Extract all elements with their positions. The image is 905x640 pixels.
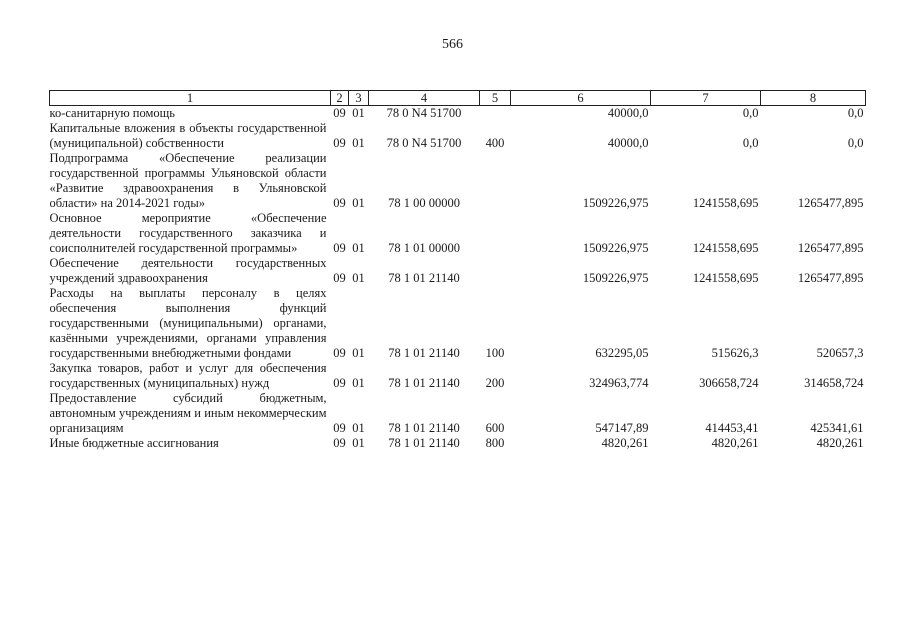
row-name: Закупка товаров, работ и услуг для обеспечения государственных (муниципальных) нужд (49, 361, 327, 390)
row-name: Расходы на выплаты персоналу в целях обеспечения выполнения функций государственными (муниципальными) органами, казёнными учреждениями, органами управления государственными внебюджетными фондами (49, 286, 327, 360)
row-expense-type: 400 (485, 136, 505, 150)
row-section: 09 (333, 436, 346, 450)
table-row (50, 106, 866, 122)
table-row (50, 391, 866, 436)
row-target-code: 78 0 N4 51700 (386, 106, 462, 120)
row-subsection: 01 (352, 136, 365, 150)
row-amount-col7: 1241558,695 (692, 196, 759, 210)
row-section: 09 (333, 346, 346, 360)
table-row (50, 211, 866, 256)
row-subsection: 01 (352, 421, 365, 435)
table-row (50, 256, 866, 286)
header-row (50, 91, 866, 106)
row-amount-col8: 520657,3 (816, 346, 864, 360)
row-amount-col8: 1265477,895 (797, 241, 864, 255)
row-subsection: 01 (352, 241, 365, 255)
row-amount-col7: 0,0 (742, 136, 759, 150)
row-amount-col8: 0,0 (847, 136, 864, 150)
header-col-8: 8 (761, 91, 866, 106)
row-expense-type (480, 256, 511, 286)
row-expense-type: 200 (485, 376, 505, 390)
row-section: 09 (333, 196, 346, 210)
row-subsection: 01 (352, 346, 365, 360)
row-section: 09 (333, 106, 346, 120)
row-amount-col6: 40000,0 (607, 136, 649, 150)
row-target-code: 78 1 01 21140 (388, 436, 460, 450)
row-subsection: 01 (352, 376, 365, 390)
row-target-code: 78 1 01 21140 (388, 376, 460, 390)
row-name: Обеспечение деятельности государственных учреждений здравоохранения (49, 256, 327, 285)
header-col-4: 4 (369, 91, 480, 106)
row-amount-col7: 1241558,695 (692, 241, 759, 255)
header-col-7: 7 (651, 91, 761, 106)
table-row (50, 361, 866, 391)
row-subsection: 01 (352, 436, 365, 450)
row-expense-type: 100 (485, 346, 505, 360)
table-row (50, 121, 866, 151)
header-col-2: 2 (331, 91, 349, 106)
row-amount-col6: 1509226,975 (582, 196, 649, 210)
row-amount-col8: 425341,61 (810, 421, 864, 435)
header-col-3: 3 (349, 91, 369, 106)
header-col-5: 5 (480, 91, 511, 106)
row-amount-col7: 515626,3 (711, 346, 759, 360)
row-amount-col7: 414453,41 (705, 421, 759, 435)
row-section: 09 (333, 421, 346, 435)
row-subsection: 01 (352, 106, 365, 120)
row-expense-type (480, 151, 511, 211)
row-expense-type (480, 106, 511, 122)
row-name: Подпрограмма «Обеспечение реализации государственной программы Ульяновской области «Развитие здравоохранения в Ульяновской области» на 2014-2021 годы» (49, 151, 327, 210)
row-name: ко-санитарную помощь (49, 106, 175, 120)
row-amount-col6: 632295,05 (595, 346, 649, 360)
row-amount-col8: 4820,261 (816, 436, 864, 450)
row-amount-col8: 314658,724 (804, 376, 864, 390)
row-expense-type: 800 (485, 436, 505, 450)
row-name: Предоставление субсидий бюджетным, автономным учреждениям и иным некоммерческим организациям (49, 391, 327, 435)
table-row (50, 436, 866, 451)
row-amount-col8: 0,0 (847, 106, 864, 120)
table-row (50, 151, 866, 211)
header-col-6: 6 (511, 91, 651, 106)
row-amount-col6: 547147,89 (595, 421, 649, 435)
row-amount-col6: 40000,0 (607, 106, 649, 120)
row-subsection: 01 (352, 271, 365, 285)
row-amount-col8: 1265477,895 (797, 271, 864, 285)
row-target-code: 78 1 01 21140 (388, 271, 460, 285)
row-name: Основное мероприятие «Обеспечение деятельности государственного заказчика и соисполнителей государственной программы» (49, 211, 327, 255)
row-amount-col7: 306658,724 (699, 376, 759, 390)
header-col-1: 1 (50, 91, 331, 106)
row-section: 09 (333, 136, 346, 150)
table-row (50, 286, 866, 361)
budget-table (49, 90, 866, 451)
row-amount-col8: 1265477,895 (797, 196, 864, 210)
row-subsection: 01 (352, 196, 365, 210)
row-section: 09 (333, 241, 346, 255)
row-target-code: 78 1 01 00000 (388, 241, 460, 255)
row-amount-col6: 1509226,975 (582, 241, 649, 255)
row-target-code: 78 1 01 21140 (388, 421, 460, 435)
row-name: Иные бюджетные ассигнования (49, 436, 219, 450)
row-expense-type (480, 211, 511, 256)
row-section: 09 (333, 376, 346, 390)
row-amount-col7: 0,0 (742, 106, 759, 120)
row-amount-col6: 1509226,975 (582, 271, 649, 285)
row-amount-col6: 4820,261 (601, 436, 649, 450)
page-number: 566 (442, 37, 463, 52)
row-amount-col7: 4820,261 (711, 436, 759, 450)
row-target-code: 78 0 N4 51700 (386, 136, 462, 150)
row-target-code: 78 1 00 00000 (388, 196, 460, 210)
row-expense-type: 600 (485, 421, 505, 435)
row-amount-col6: 324963,774 (589, 376, 649, 390)
row-target-code: 78 1 01 21140 (388, 346, 460, 360)
row-name: Капитальные вложения в объекты государственной (муниципальной) собственности (49, 121, 327, 150)
row-section: 09 (333, 271, 346, 285)
row-amount-col7: 1241558,695 (692, 271, 759, 285)
